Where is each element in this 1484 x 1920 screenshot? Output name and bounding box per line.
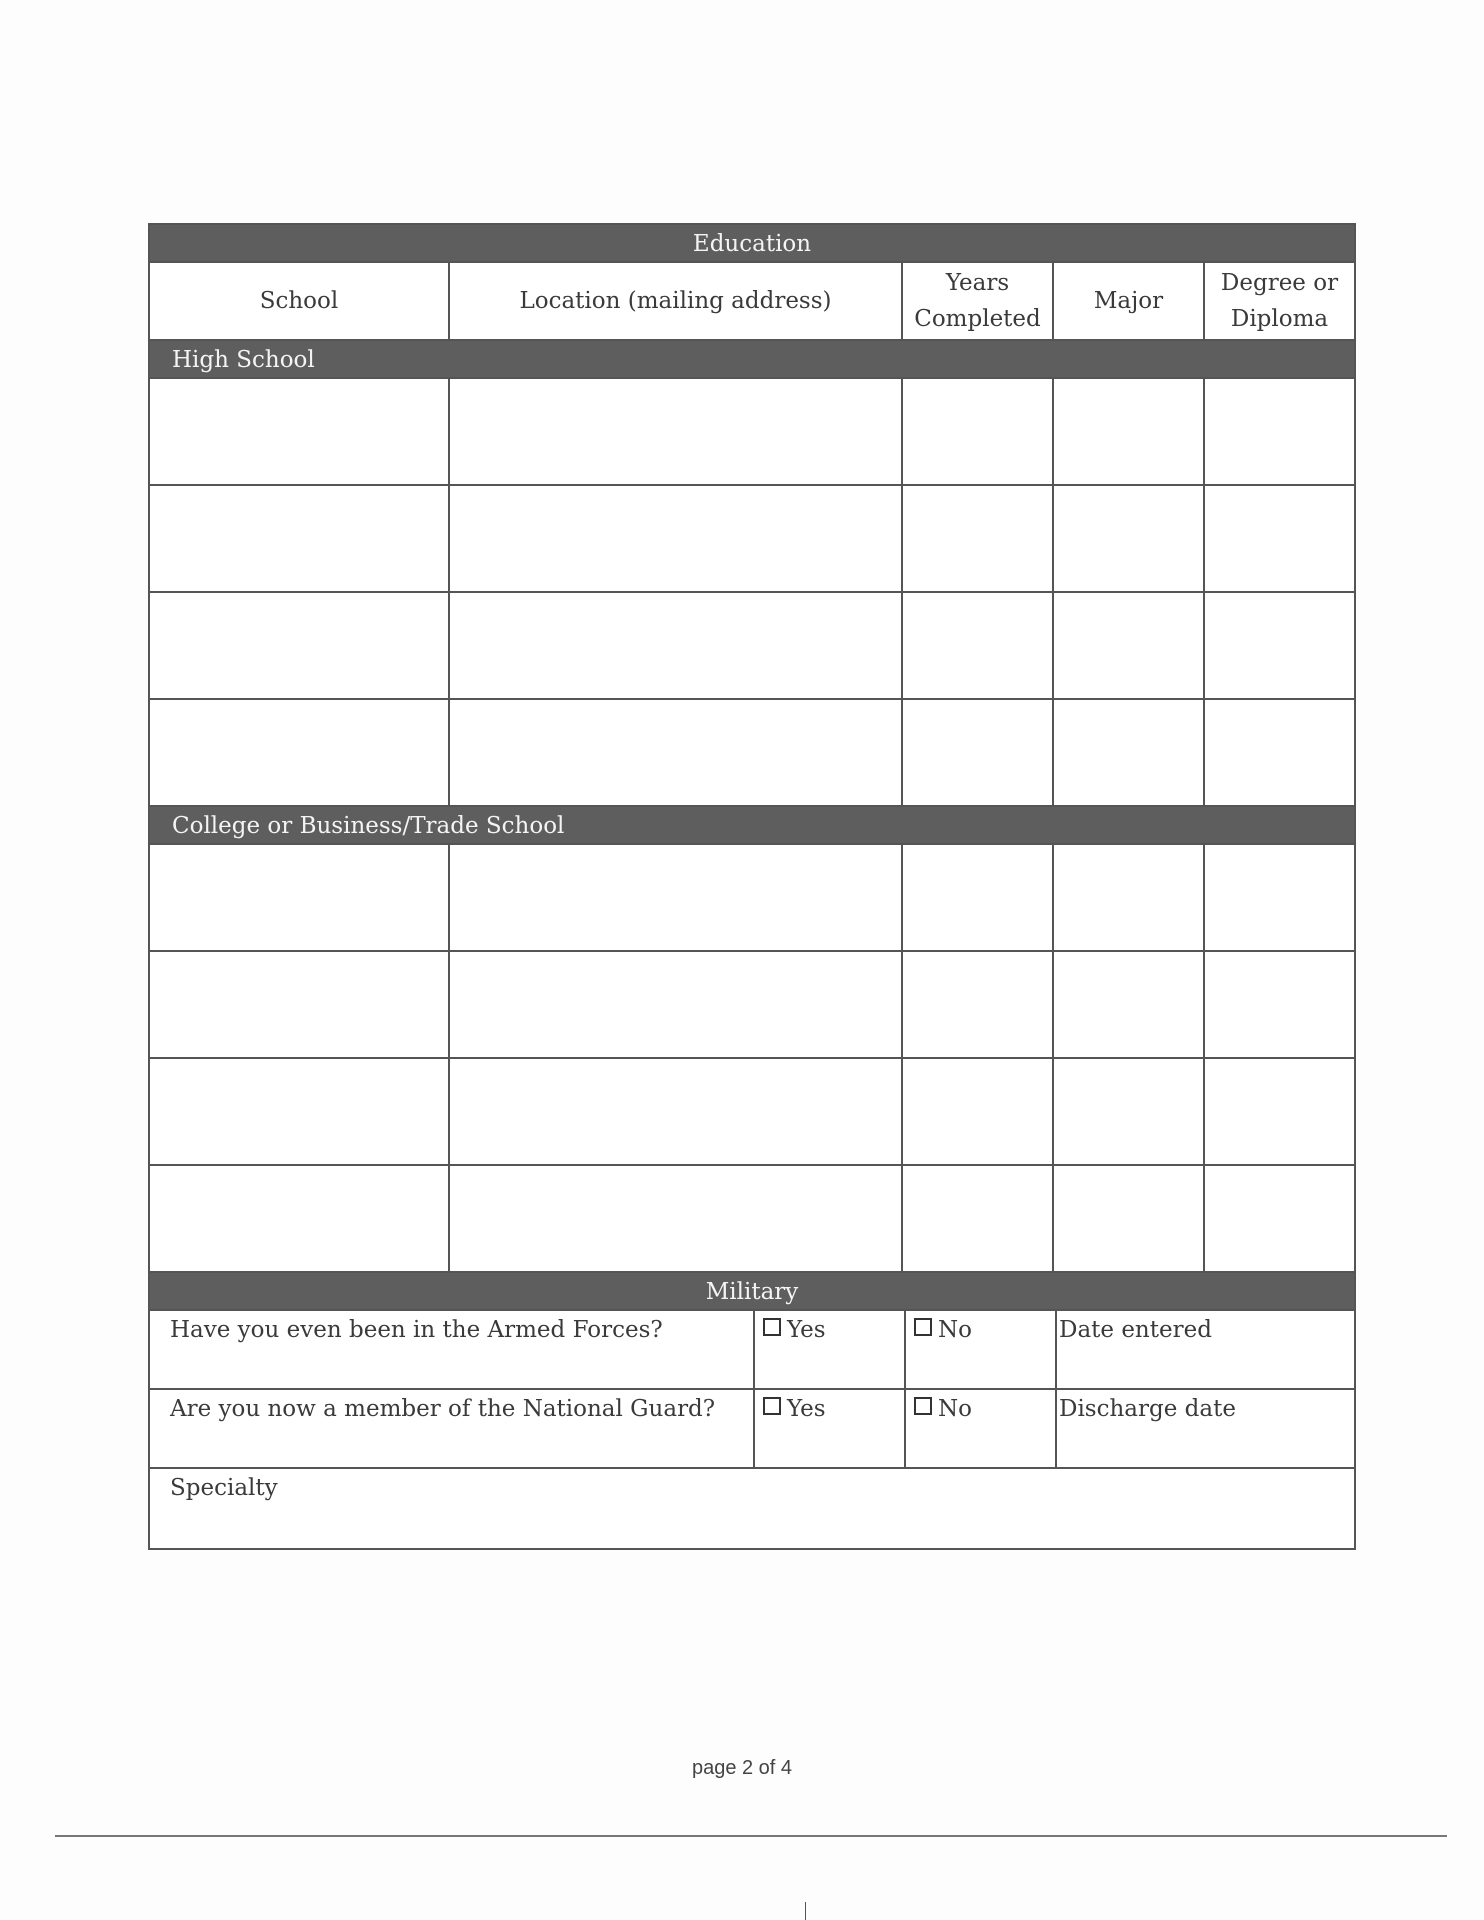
degree-field[interactable] [1205,700,1354,805]
national-guard-no-option[interactable] [906,1390,1057,1467]
major-field[interactable] [1054,952,1205,1057]
date-entered-label: Date entered [1059,1317,1212,1343]
degree-field[interactable] [1205,486,1354,591]
location-field[interactable] [450,593,903,698]
footer-divider [55,1835,1447,1837]
column-header-school: School [150,263,450,339]
major-field[interactable] [1054,845,1205,950]
yes-label: Yes [787,1317,826,1343]
column-header-years-completed: Years Completed [903,263,1054,339]
major-field[interactable] [1054,700,1205,805]
armed-forces-yes-option[interactable] [755,1311,906,1388]
college-row [150,952,1354,1059]
national-guard-question: Are you now a member of the National Guard? [150,1390,755,1467]
years-completed-field[interactable] [903,952,1054,1057]
school-field[interactable] [150,486,450,591]
national-guard-row [150,1390,1354,1469]
major-field[interactable] [1054,1166,1205,1271]
location-field[interactable] [450,700,903,805]
years-completed-field[interactable] [903,700,1054,805]
education-section-title: Education [150,225,1354,263]
column-header-location: Location (mailing address) [450,263,903,339]
high-school-row [150,700,1354,807]
degree-field[interactable] [1205,1059,1354,1164]
location-field[interactable] [450,1166,903,1271]
no-label: No [938,1317,972,1343]
location-field[interactable] [450,379,903,484]
column-header-degree: Degree or Diploma [1220,270,1339,332]
location-field[interactable] [450,845,903,950]
discharge-date-field[interactable] [1057,1390,1354,1467]
degree-field[interactable] [1205,952,1354,1057]
major-field[interactable] [1054,486,1205,591]
application-form [148,223,1356,1550]
armed-forces-question: Have you even been in the Armed Forces? [150,1311,755,1388]
high-school-row [150,379,1354,486]
years-completed-field[interactable] [903,1166,1054,1271]
school-field[interactable] [150,700,450,805]
armed-forces-no-option[interactable] [906,1311,1057,1388]
degree-field[interactable] [1205,593,1354,698]
specialty-row [150,1469,1354,1548]
high-school-row [150,593,1354,700]
years-completed-field[interactable] [903,486,1054,591]
date-entered-field[interactable] [1057,1311,1354,1388]
armed-forces-yes-checkbox[interactable] [763,1318,781,1336]
no-label: No [938,1396,972,1422]
national-guard-yes-checkbox[interactable] [763,1397,781,1415]
degree-field[interactable] [1205,845,1354,950]
years-completed-field[interactable] [903,379,1054,484]
location-field[interactable] [450,1059,903,1164]
armed-forces-row [150,1311,1354,1390]
yes-label: Yes [787,1396,826,1422]
specialty-label: Specialty [170,1475,278,1501]
school-field[interactable] [150,379,450,484]
college-row [150,1059,1354,1166]
high-school-row [150,486,1354,593]
school-field[interactable] [150,593,450,698]
military-section-title: Military [150,1273,1354,1311]
specialty-field[interactable] [150,1469,1354,1548]
national-guard-yes-option[interactable] [755,1390,906,1467]
footer-tick-mark [805,1902,806,1920]
major-field[interactable] [1054,593,1205,698]
college-row [150,845,1354,952]
degree-field[interactable] [1205,379,1354,484]
education-column-headers [150,263,1354,341]
national-guard-no-checkbox[interactable] [914,1397,932,1415]
column-header-major: Major [1054,263,1205,339]
school-field[interactable] [150,1166,450,1271]
major-field[interactable] [1054,379,1205,484]
school-field[interactable] [150,1059,450,1164]
years-completed-field[interactable] [903,593,1054,698]
armed-forces-no-checkbox[interactable] [914,1318,932,1336]
school-field[interactable] [150,845,450,950]
high-school-section-label: High School [150,341,1354,379]
school-field[interactable] [150,952,450,1057]
years-completed-field[interactable] [903,845,1054,950]
degree-field[interactable] [1205,1166,1354,1271]
major-field[interactable] [1054,1059,1205,1164]
discharge-date-label: Discharge date [1059,1396,1236,1422]
page-number: page 2 of 4 [691,1757,793,1779]
college-section-label: College or Business/Trade School [150,807,1354,845]
college-row [150,1166,1354,1273]
years-completed-field[interactable] [903,1059,1054,1164]
location-field[interactable] [450,486,903,591]
location-field[interactable] [450,952,903,1057]
